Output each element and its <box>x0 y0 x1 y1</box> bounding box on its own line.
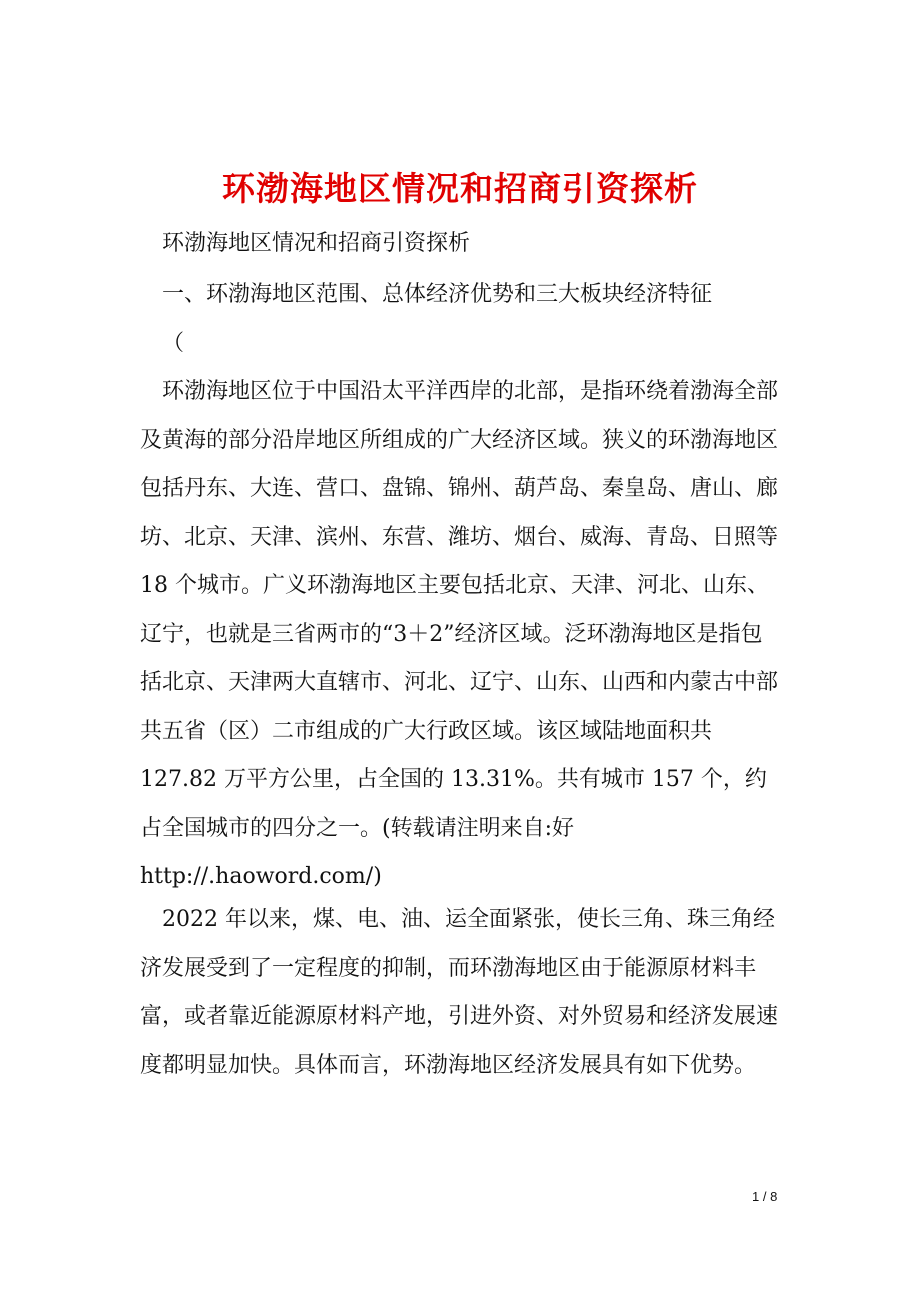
document-subtitle: 环渤海地区情况和招商引资探析 <box>162 231 471 256</box>
paren-line: （ <box>162 331 185 356</box>
body-paragraph-2: 2022 年以来，煤、电、油、运全面紧张，使长三角、珠三角经济发展受到了一定程度的抑制，而环渤海地区由于能源原材料丰富，或者靠近能源原材料产地，引进外资、对外贸易和经济发展速度都明显加快。具体而言，环渤海地区经济发展具有如下优势。 <box>140 907 779 1078</box>
page-title: 环渤海地区情况和招商引资探析 <box>222 169 698 209</box>
section-heading: 一、环渤海地区范围、总体经济优势和三大板块经济特征 <box>162 282 713 307</box>
page-number: 1 / 8 <box>752 1189 778 1204</box>
body-paragraph-1: 环渤海地区位于中国沿太平洋西岸的北部，是指环绕着渤海全部及黄海的部分沿岸地区所组成的广大经济区域。狭义的环渤海地区包括丹东、大连、营口、盘锦、锦州、葫芦岛、秦皇岛、唐山、廊坊、北京、天津、滨州、东营、潍坊、烟台、威海、青岛、日照等 18 个城市。广义环渤海地区主要包括北京、天津、河北、山东、辽宁，也就是三省两市的“3＋2”经济区域。泛环渤海地区是指包括北京、天津两大直辖市、河北、辽宁、山东、山西和内蒙古中部共五省（区）二市组成的广大行政区域。该区域陆地面积共 127.82 万平方公里，占全国的 13.31%。共有城市 157 个，约占全国城市的四分之一。(转载请注明来自:好 http://.haoword.com/) <box>140 379 779 889</box>
